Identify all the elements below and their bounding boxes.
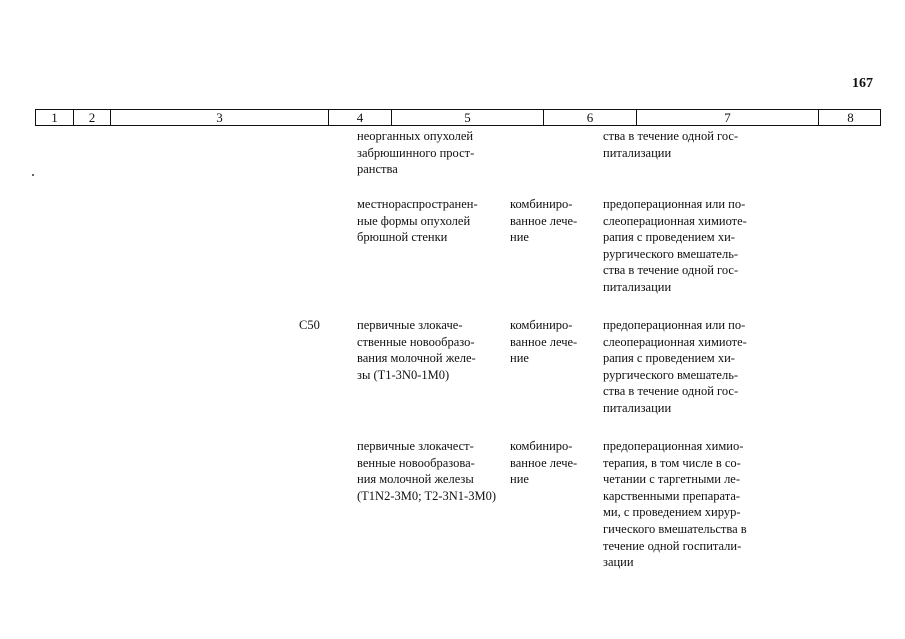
header-col-2: 2 <box>73 110 110 125</box>
table-header <box>35 109 881 126</box>
page-number: 167 <box>852 76 873 91</box>
row-col6 <box>510 317 598 367</box>
text-line: первичные злокачест- <box>357 439 474 453</box>
header-col-4: 4 <box>328 110 391 125</box>
header-col-6: 6 <box>543 110 636 125</box>
row-code: C50 <box>299 318 320 332</box>
text-line: комбиниро- <box>510 439 573 453</box>
header-col-7: 7 <box>636 110 818 125</box>
text-line: слеоперационная химиоте- <box>603 213 747 228</box>
text-line: ние <box>510 472 529 487</box>
text-line: гического вмешательства в <box>603 521 747 536</box>
text-line: ственные новообразо- <box>357 334 475 349</box>
row-col6 <box>510 196 598 246</box>
text-line: зации <box>603 555 634 570</box>
header-col-3: 3 <box>110 110 328 125</box>
row-col5 <box>357 196 504 246</box>
text-line: ния молочной железы <box>357 472 474 487</box>
row-col7 <box>603 438 779 571</box>
text-line: комбиниро- <box>510 318 573 332</box>
text-line: питализации <box>603 145 672 160</box>
text-line: ные формы опухолей <box>357 213 471 228</box>
text-line: рургического вмешатель- <box>603 367 739 382</box>
text-line: питализации <box>603 400 672 415</box>
text-line: брюшной стенки <box>357 230 448 245</box>
row-col5 <box>357 128 504 178</box>
row-col5 <box>357 317 504 383</box>
text-line: терапия, в том числе в со- <box>603 455 741 470</box>
row-col7 <box>603 196 779 296</box>
text-line: ванное лече- <box>510 213 578 228</box>
text-line: ние <box>510 230 529 245</box>
text-line: предоперационная химио- <box>603 439 744 453</box>
row-col6 <box>510 438 598 488</box>
header-col-5: 5 <box>391 110 543 125</box>
header-col-1: 1 <box>51 110 58 125</box>
header-col-8: 8 <box>818 110 882 125</box>
text-line: ванное лече- <box>510 334 578 349</box>
text-line: ства в течение одной гос- <box>603 129 739 143</box>
text-line: ми, с проведением хирур- <box>603 505 741 520</box>
text-line: ства в течение одной гос- <box>603 263 739 278</box>
text-line: предоперационная или по- <box>603 197 746 211</box>
text-line: вания молочной желе- <box>357 351 476 366</box>
text-line: забрюшинного прост- <box>357 145 475 160</box>
text-line: комбиниро- <box>510 197 573 211</box>
stray-dot <box>32 174 34 176</box>
row-col7 <box>603 128 779 161</box>
text-line: слеоперационная химиоте- <box>603 334 747 349</box>
text-line: ванное лече- <box>510 455 578 470</box>
text-line: местнораспространен- <box>357 197 478 211</box>
text-line: рапия с проведением хи- <box>603 230 735 245</box>
text-line: предоперационная или по- <box>603 318 746 332</box>
text-line: рургического вмешатель- <box>603 246 739 261</box>
text-line: ства в течение одной гос- <box>603 384 739 399</box>
text-line: карственными препарата- <box>603 488 741 503</box>
text-line: четании с таргетными ле- <box>603 472 741 487</box>
text-line: венные новообразова- <box>357 455 475 470</box>
text-line: ние <box>510 351 529 366</box>
row-col5 <box>357 438 504 504</box>
text-line: (T1N2-3M0; T2-3N1-3M0) <box>357 488 496 503</box>
text-line: зы (T1-3N0-1M0) <box>357 367 450 382</box>
text-line: неорганных опухолей <box>357 129 474 143</box>
row-col7 <box>603 317 779 417</box>
text-line: течение одной госпитали- <box>603 538 742 553</box>
text-line: первичные злокаче- <box>357 318 463 332</box>
text-line: ранства <box>357 162 398 177</box>
text-line: рапия с проведением хи- <box>603 351 735 366</box>
text-line: питализации <box>603 279 672 294</box>
